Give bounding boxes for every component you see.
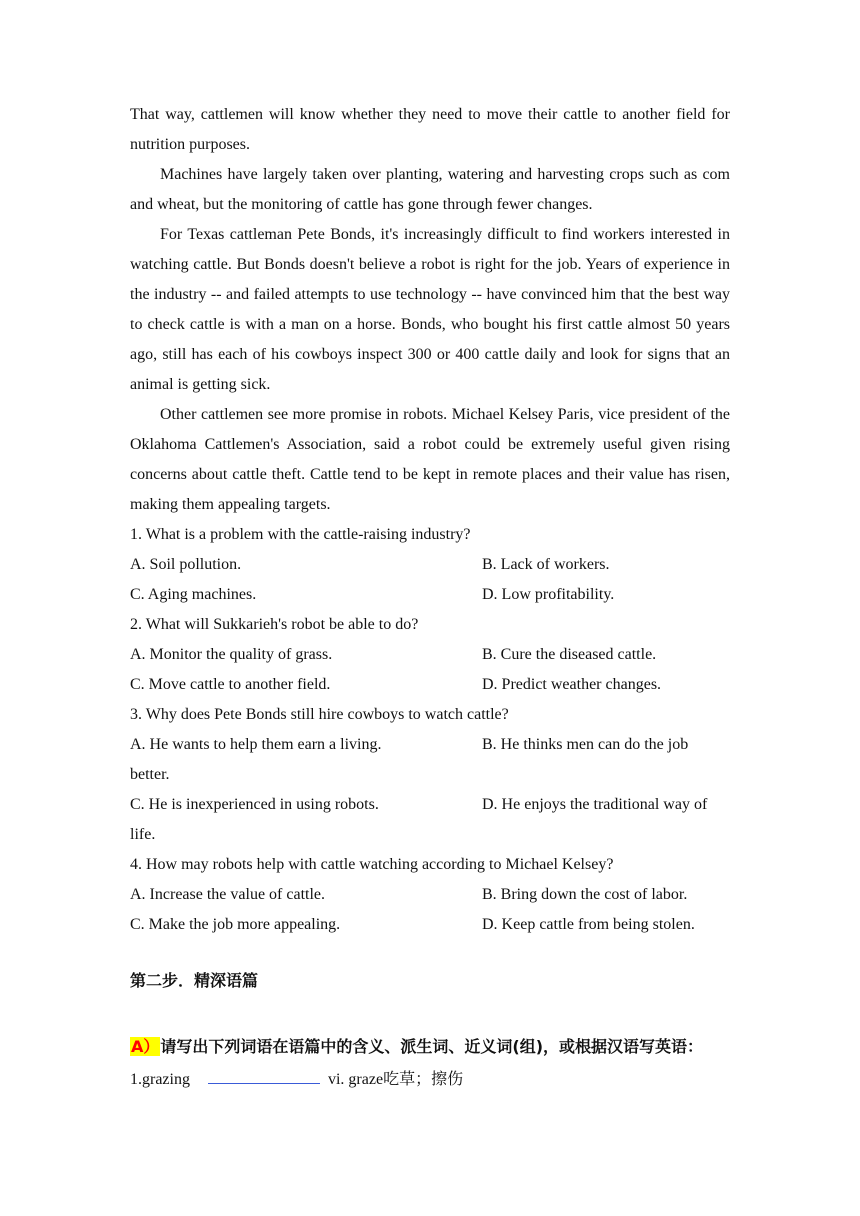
- option-a: A. He wants to help them earn a living.: [130, 736, 382, 753]
- question-stem: 2. What will Sukkarieh's robot be able to do?: [130, 616, 419, 633]
- option-d: D. He enjoys the traditional way of: [482, 796, 708, 813]
- question-stem: 4. How may robots help with cattle watching according to Michael Kelsey?: [130, 856, 614, 873]
- option-d: D. Predict weather changes.: [482, 676, 662, 693]
- option-c: C. Aging machines.: [130, 586, 257, 603]
- option-b-continued: better.: [130, 766, 170, 783]
- option-a: A. Soil pollution.: [130, 556, 242, 573]
- option-b: B. Cure the diseased cattle.: [482, 646, 657, 663]
- vocab-note: vi. graze吃草；擦伤: [327, 1071, 464, 1088]
- question-1: [130, 520, 730, 610]
- option-d: D. Low profitability.: [482, 586, 615, 603]
- option-d-continued: life.: [130, 826, 156, 843]
- question-stem: 3. Why does Pete Bonds still hire cowboys to watch cattle?: [130, 706, 509, 723]
- question-2: [130, 610, 730, 700]
- passage-paragraph: For Texas cattleman Pete Bonds, it's increasingly difficult to find workers interested in watching cattle. But Bonds doesn't believe a robot is right for the job. Years of experience in the industry -- and failed attempts to use technology -- have convinced him that the best way to check cattle is with a man on a horse. Bonds, who bought his first cattle almost 50 years ago, still has each of his cowboys inspect 300 or 400 cattle daily and look for signs that an animal is getting sick.: [130, 226, 730, 393]
- option-a: A. Monitor the quality of grass.: [130, 646, 333, 663]
- reading-passage: [130, 100, 730, 940]
- instruction-marker: A）: [131, 1037, 160, 1056]
- vocab-word: 1.grazing: [130, 1071, 190, 1088]
- exercise-instruction: [130, 1034, 703, 1057]
- option-b: B. Bring down the cost of labor.: [482, 886, 688, 903]
- passage-paragraph: That way, cattlemen will know whether they need to move their cattle to another field for nutrition purposes.: [130, 106, 730, 153]
- instruction-text: 请写出下列词语在语篇中的含义、派生词、近义词(组)，或根据汉语写英语：: [160, 1037, 704, 1056]
- option-c: C. Make the job more appealing.: [130, 916, 341, 933]
- option-b: B. Lack of workers.: [482, 556, 610, 573]
- question-4: [130, 850, 730, 940]
- section-heading: 第二步．精深语篇: [130, 971, 259, 990]
- question-stem: 1. What is a problem with the cattle-raising industry?: [130, 526, 471, 543]
- option-a: A. Increase the value of cattle.: [130, 886, 326, 903]
- option-c: C. Move cattle to another field.: [130, 676, 331, 693]
- vocab-item: [130, 1066, 463, 1089]
- question-3: [130, 700, 730, 850]
- answer-blank[interactable]: [208, 1069, 320, 1084]
- option-b: B. He thinks men can do the job: [482, 736, 689, 753]
- option-d: D. Keep cattle from being stolen.: [482, 916, 695, 933]
- option-c: C. He is inexperienced in using robots.: [130, 796, 379, 813]
- passage-paragraph: Machines have largely taken over planting, watering and harvesting crops such as com and wheat, but the monitoring of cattle has gone through fewer changes.: [130, 166, 730, 213]
- passage-paragraph: Other cattlemen see more promise in robots. Michael Kelsey Paris, vice president of the Oklahoma Cattlemen's Association, said a robot could be extremely useful given rising concerns about cattle theft. Cattle tend to be kept in remote places and their value has risen, making them appealing targets.: [130, 406, 730, 513]
